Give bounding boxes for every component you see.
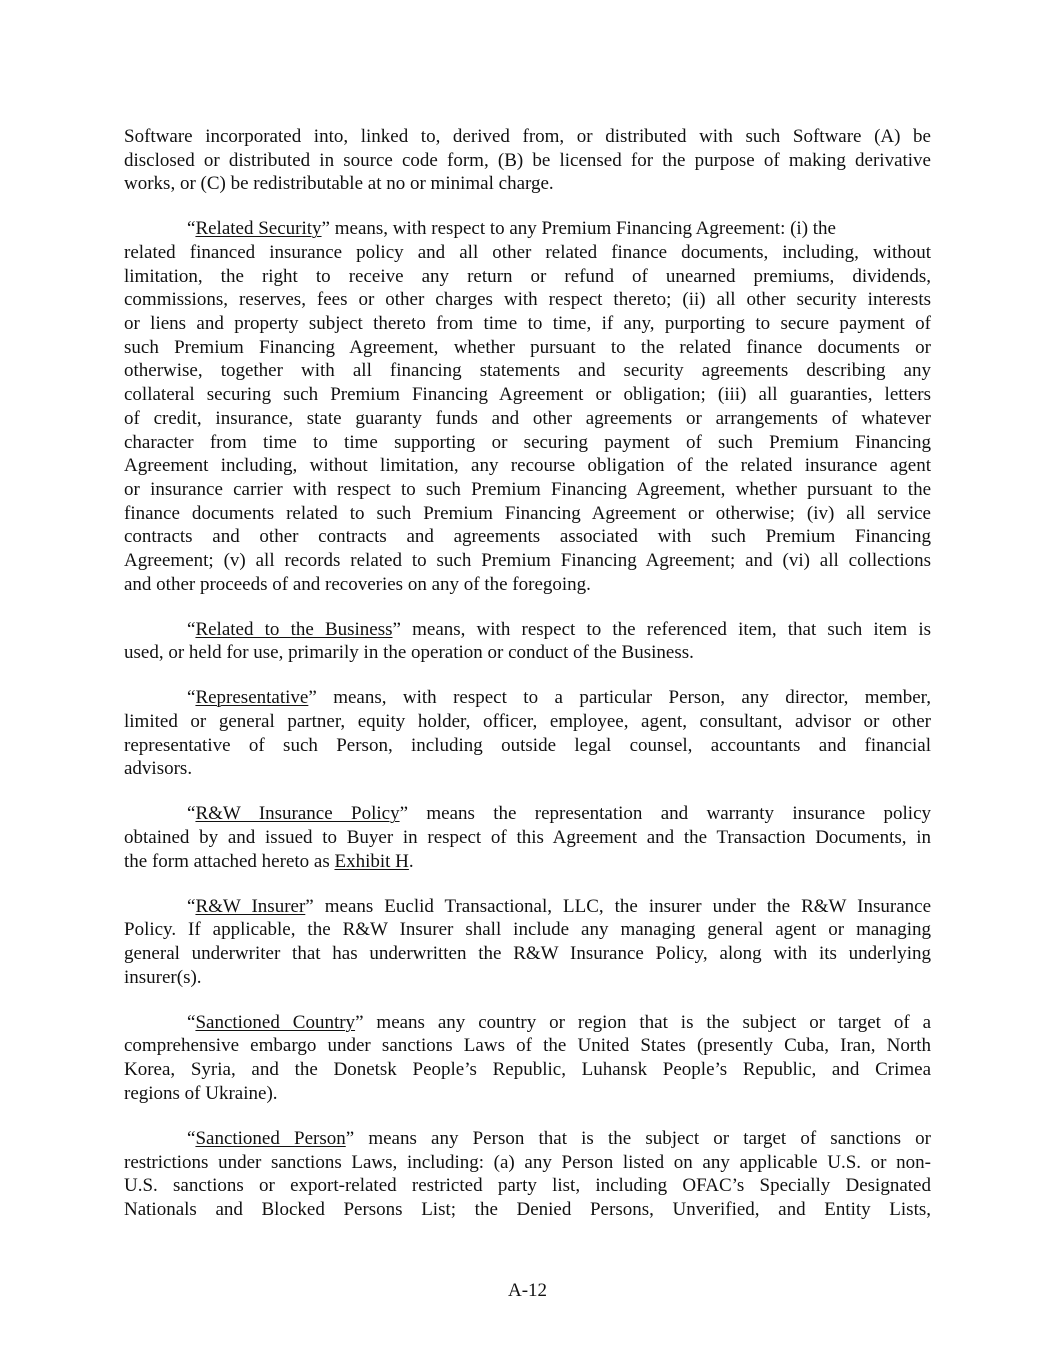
line-text: Nationals and Blocked Persons List; the Denied Persons, Unverified, and Entity Lists, xyxy=(124,1198,931,1220)
line-text: and other proceeds of and recoveries on any of the foregoing. xyxy=(124,573,591,595)
text-line xyxy=(124,710,931,734)
text-line xyxy=(124,826,931,850)
text-line xyxy=(124,757,931,781)
line-text: restrictions under sanctions Laws, including: (a) any Person listed on any applicable U.S. or non- xyxy=(124,1151,931,1173)
open-quote: “ xyxy=(187,687,196,709)
text-line xyxy=(124,407,931,431)
line-text: insurer(s). xyxy=(124,966,202,988)
line-text: disclosed or distributed in source code form, (B) be licensed for the purpose of making derivative xyxy=(124,149,931,171)
line-text: Agreement including, without limitation, any recourse obligation of the related insurance agent xyxy=(124,455,931,477)
line-text: of credit, insurance, state guaranty funds and other agreements or arrangements of whatever xyxy=(124,407,931,429)
line-text: ” means any country or region that is the subject or target of a xyxy=(355,1011,931,1033)
line-text: regions of Ukraine). xyxy=(124,1082,278,1104)
text-line xyxy=(124,549,931,573)
text-line xyxy=(124,734,931,758)
definition-paragraph xyxy=(124,895,931,990)
page-number: A-12 xyxy=(507,1280,548,1301)
text-line xyxy=(124,686,931,710)
line-text: ” means, with respect to a particular Person, any director, member, xyxy=(308,687,931,709)
text-line xyxy=(124,478,931,502)
definition-paragraph xyxy=(124,1127,931,1222)
line-text: commissions, reserves, fees or other charges with respect thereto; (ii) all other security interests xyxy=(124,289,931,311)
line-text: collateral securing such Premium Financing Agreement or obligation; (iii) all guaranties, letters xyxy=(124,384,931,406)
text-line xyxy=(124,217,931,241)
line-text: ” means the representation and warranty insurance policy xyxy=(399,803,931,825)
defined-term: Sanctioned Person xyxy=(195,1127,346,1149)
text-line xyxy=(124,1174,931,1198)
defined-term: Sanctioned Country xyxy=(195,1011,356,1033)
text-line xyxy=(124,966,931,990)
defined-term: Related to the Business xyxy=(195,618,393,640)
exhibit-reference: Exhibit H xyxy=(334,850,409,872)
text-line xyxy=(124,1127,931,1151)
text-line xyxy=(124,918,931,942)
line-text: Software incorporated into, linked to, derived from, or distributed with such Software (A) be xyxy=(124,126,931,147)
line-text: used, or held for use, primarily in the operation or conduct of the Business. xyxy=(124,642,694,664)
text-line xyxy=(124,454,931,478)
line-text: U.S. sanctions or export-related restricted party list, including OFAC’s Specially Designated xyxy=(124,1175,931,1197)
text-line xyxy=(124,125,931,149)
line-text: ” means, with respect to the referenced item, that such item is xyxy=(392,618,931,640)
open-quote: “ xyxy=(187,618,196,640)
line-text: comprehensive embargo under sanctions Laws of the United States (presently Cuba, Iran, North xyxy=(124,1035,931,1057)
text-line xyxy=(124,850,931,874)
line-text: advisors. xyxy=(124,758,193,780)
text-line xyxy=(124,265,931,289)
text-line xyxy=(124,312,931,336)
line-text: limitation, the right to receive any return or refund of unearned premiums, dividends, xyxy=(124,265,931,287)
line-text: Korea, Syria, and the Donetsk People’s Republic, Luhansk People’s Republic, and Crimea xyxy=(124,1059,931,1081)
text-line xyxy=(124,241,931,265)
text-line xyxy=(124,1034,931,1058)
text-line xyxy=(124,618,931,642)
text-line xyxy=(124,1011,931,1035)
text-line xyxy=(124,525,931,549)
line-text: representative of such Person, including outside legal counsel, accountants and financial xyxy=(124,734,931,756)
text-line xyxy=(124,149,931,173)
text-line xyxy=(124,336,931,360)
line-text: limited or general partner, equity holder, officer, employee, agent, consultant, advisor or other xyxy=(124,711,931,733)
definition-paragraph xyxy=(124,217,931,596)
definition-paragraph xyxy=(124,802,931,873)
line-text: contracts and other contracts and agreements associated with such Premium Financing xyxy=(124,526,931,548)
text-line xyxy=(124,431,931,455)
document-page xyxy=(124,125,931,1243)
line-text: otherwise, together with all financing statements and security agreements describing any xyxy=(124,360,931,382)
definition-paragraph xyxy=(124,686,931,781)
text-line xyxy=(124,1198,931,1222)
text-line xyxy=(124,802,931,826)
line-text: ” means, with respect to any Premium Financing Agreement: (i) the xyxy=(321,218,836,240)
text-line xyxy=(124,172,931,196)
line-text: or liens and property subject thereto from time to time, if any, purporting to secure payment of xyxy=(124,313,931,335)
text-line xyxy=(124,1151,931,1175)
line-text: general underwriter that has underwritten the R&W Insurance Policy, along with its underlying xyxy=(124,943,931,965)
line-text: related financed insurance policy and all other related finance documents, including, without xyxy=(124,242,931,264)
line-text: ” means any Person that is the subject or target of sanctions or xyxy=(345,1127,931,1149)
defined-term: Representative xyxy=(195,687,309,709)
defined-term: Related Security xyxy=(195,218,322,240)
line-text: such Premium Financing Agreement, whether pursuant to the related finance documents or xyxy=(124,336,931,358)
definition-paragraph xyxy=(124,618,931,665)
text-line xyxy=(124,895,931,919)
line-text: Policy. If applicable, the R&W Insurer shall include any managing general agent or managing xyxy=(124,919,931,941)
text-line xyxy=(124,942,931,966)
line-text: or insurance carrier with respect to such Premium Financing Agreement, whether pursuant to the xyxy=(124,478,931,500)
open-quote: “ xyxy=(187,895,196,917)
text-line xyxy=(124,641,931,665)
text-segment: the form attached hereto as xyxy=(124,850,335,872)
line-text: character from time to time supporting or securing payment of such Premium Financing xyxy=(124,431,931,453)
open-quote: “ xyxy=(187,218,196,240)
text-line xyxy=(124,1082,931,1106)
open-quote: “ xyxy=(187,1011,196,1033)
open-quote: “ xyxy=(187,803,196,825)
defined-term: R&W Insurance Policy xyxy=(195,803,400,825)
line-text: works, or (C) be redistributable at no or minimal charge. xyxy=(124,173,554,195)
text-line xyxy=(124,359,931,383)
line-text: obtained by and issued to Buyer in respect of this Agreement and the Transaction Documents, in xyxy=(124,827,931,849)
text-line xyxy=(124,383,931,407)
text-segment: . xyxy=(408,850,414,872)
definition-paragraph xyxy=(124,1011,931,1106)
open-quote: “ xyxy=(187,1127,196,1149)
continued-paragraph xyxy=(124,125,931,196)
line-text: finance documents related to such Premium Financing Agreement or otherwise; (iv) all service xyxy=(124,502,931,524)
defined-term: R&W Insurer xyxy=(195,895,306,917)
text-line xyxy=(124,288,931,312)
line-text: Agreement; (v) all records related to such Premium Financing Agreement; and (vi) all collections xyxy=(124,549,931,571)
text-line xyxy=(124,502,931,526)
line-text: ” means Euclid Transactional, LLC, the insurer under the R&W Insurance xyxy=(305,895,931,917)
text-line xyxy=(124,1058,931,1082)
text-line xyxy=(124,573,931,597)
